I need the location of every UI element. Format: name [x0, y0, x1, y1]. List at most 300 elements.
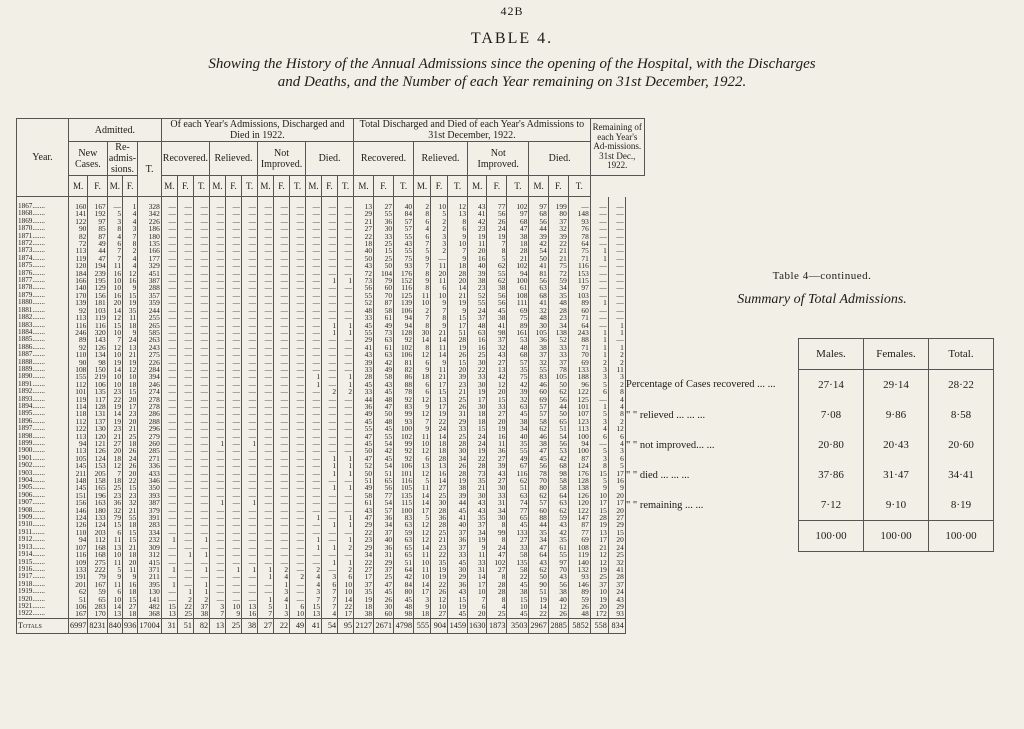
table-row: [17, 544, 645, 551]
table-cell: 46: [529, 433, 548, 440]
table-cell: 5: [414, 247, 431, 254]
table-cell: 38: [448, 484, 468, 491]
table-cell: —: [590, 284, 608, 291]
table-cell: —: [338, 225, 354, 232]
table-cell: 22: [107, 396, 122, 403]
table-cell: —: [242, 329, 258, 336]
table-cell: 1: [210, 440, 226, 447]
table-cell: 7: [107, 255, 122, 262]
table-cell: 72: [354, 270, 374, 277]
table-cell: —: [290, 233, 306, 240]
table-cell: 34: [507, 425, 529, 432]
table-cell: 61: [354, 499, 374, 506]
table-cell: —: [290, 536, 306, 543]
table-cell: 153: [88, 462, 107, 469]
table-cell: —: [161, 314, 177, 321]
table-cell: 1: [590, 247, 608, 254]
year-cell: 1910.......: [17, 521, 69, 528]
table-cell: —: [322, 433, 338, 440]
table-cell: —: [290, 351, 306, 358]
table-cell: 133: [69, 566, 88, 573]
table-cell: —: [193, 262, 209, 269]
table-cell: —: [290, 225, 306, 232]
table-cell: 35: [468, 514, 487, 521]
table-row: [17, 492, 645, 499]
table-cell: —: [274, 225, 290, 232]
year-cell: 1883.......: [17, 322, 69, 329]
sex-header-m-13: M.: [306, 176, 322, 197]
table-cell: —: [290, 455, 306, 462]
table-cell: —: [242, 573, 258, 580]
table-cell: —: [274, 514, 290, 521]
table-cell: —: [242, 373, 258, 380]
table-cell: 124: [88, 455, 107, 462]
table-cell: —: [210, 292, 226, 299]
summary-total-cell: 28·22: [929, 370, 994, 401]
table-cell: 6: [107, 240, 122, 247]
year-cell: 1890.......: [17, 373, 69, 380]
table-cell: 45: [374, 388, 394, 395]
table-cell: 4: [123, 255, 138, 262]
table-cell: 94: [394, 322, 414, 329]
table-cell: 18: [468, 418, 487, 425]
table-cell: —: [210, 322, 226, 329]
table-cell: —: [338, 359, 354, 366]
table-cell: 20: [468, 610, 487, 618]
table-cell: 27: [608, 514, 625, 521]
table-cell: 11: [107, 559, 122, 566]
table-cell: 50: [548, 410, 568, 417]
table-cell: 43: [354, 262, 374, 269]
table-cell: —: [242, 351, 258, 358]
table-cell: 11: [431, 277, 448, 284]
table-cell: —: [226, 433, 242, 440]
table-cell: 116: [69, 551, 88, 558]
table-cell: 25: [590, 573, 608, 580]
table-cell: 6: [590, 388, 608, 395]
table-cell: —: [338, 551, 354, 558]
table-cell: —: [258, 396, 274, 403]
year-cell: 1882.......: [17, 314, 69, 321]
table-cell: 8: [487, 521, 507, 528]
table-cell: 12: [107, 462, 122, 469]
table-cell: 33: [354, 388, 374, 395]
table-row: [17, 388, 645, 395]
table-cell: 1: [590, 255, 608, 262]
table-cell: 43: [468, 507, 487, 514]
table-cell: —: [161, 470, 177, 477]
table-cell: —: [322, 499, 338, 506]
table-cell: —: [242, 455, 258, 462]
table-cell: —: [608, 255, 625, 262]
table-cell: —: [322, 529, 338, 536]
totals-cell: 49: [290, 618, 306, 633]
table-cell: 15: [590, 470, 608, 477]
table-cell: 128: [88, 403, 107, 410]
table-cell: —: [161, 507, 177, 514]
table-cell: 23: [123, 492, 138, 499]
table-cell: 11: [107, 536, 122, 543]
table-cell: —: [306, 455, 322, 462]
table-cell: 13: [431, 462, 448, 469]
sex-header-t-15: T.: [338, 176, 354, 197]
table-cell: 38: [529, 440, 548, 447]
table-cell: —: [161, 396, 177, 403]
table-cell: 19: [590, 566, 608, 573]
table-cell: 145: [69, 462, 88, 469]
table-cell: 43: [394, 240, 414, 247]
table-cell: —: [226, 366, 242, 373]
table-cell: 97: [529, 197, 548, 211]
table-cell: 11: [414, 566, 431, 573]
table-cell: 8: [414, 322, 431, 329]
table-cell: 40: [394, 197, 414, 211]
table-cell: 57: [529, 410, 548, 417]
table-cell: 137: [88, 418, 107, 425]
table-cell: 49: [374, 366, 394, 373]
table-cell: 126: [69, 521, 88, 528]
table-cell: 232: [138, 536, 161, 543]
table-cell: 63: [394, 521, 414, 528]
table-cell: 27: [107, 440, 122, 447]
table-cell: 176: [394, 270, 414, 277]
table-cell: —: [177, 366, 193, 373]
table-cell: 133: [507, 529, 529, 536]
table-cell: 296: [138, 425, 161, 432]
table-cell: —: [306, 284, 322, 291]
table-cell: —: [290, 433, 306, 440]
table-cell: —: [290, 277, 306, 284]
table-cell: 192: [88, 210, 107, 217]
table-cell: —: [290, 581, 306, 588]
table-cell: —: [242, 588, 258, 595]
table-cell: 128: [568, 477, 590, 484]
table-cell: —: [322, 210, 338, 217]
year-cell: 1893.......: [17, 396, 69, 403]
table-cell: 25: [608, 551, 625, 558]
table-cell: —: [608, 233, 625, 240]
table-cell: 3: [210, 603, 226, 610]
table-cell: 93: [568, 218, 590, 225]
table-cell: —: [226, 218, 242, 225]
table-cell: —: [274, 484, 290, 491]
table-cell: 119: [568, 551, 590, 558]
table-cell: 7: [210, 610, 226, 618]
table-cell: 1: [338, 559, 354, 566]
table-cell: —: [242, 581, 258, 588]
table-cell: 123: [568, 418, 590, 425]
table-cell: 37: [548, 359, 568, 366]
table-cell: —: [258, 588, 274, 595]
table-cell: 45: [374, 425, 394, 432]
table-cell: 8: [414, 210, 431, 217]
table-cell: 40: [374, 536, 394, 543]
table-cell: 1: [161, 536, 177, 543]
table-cell: 246: [138, 381, 161, 388]
table-cell: —: [306, 447, 322, 454]
sex-header-f-1: F.: [88, 176, 107, 197]
table-cell: 10: [448, 240, 468, 247]
table-cell: —: [210, 470, 226, 477]
table-cell: 27: [487, 477, 507, 484]
table-cell: —: [193, 329, 209, 336]
table-cell: —: [290, 284, 306, 291]
table-cell: —: [193, 307, 209, 314]
table-cell: 113: [69, 314, 88, 321]
table-cell: —: [322, 233, 338, 240]
table-cell: 57: [394, 225, 414, 232]
table-row: [17, 559, 645, 566]
table-cell: —: [226, 521, 242, 528]
table-cell: 38: [354, 610, 374, 618]
table-cell: —: [322, 373, 338, 380]
table-cell: 17: [431, 381, 448, 388]
table-cell: —: [161, 410, 177, 417]
table-cell: —: [306, 344, 322, 351]
table-cell: 1: [338, 462, 354, 469]
table-cell: —: [242, 344, 258, 351]
summary-total-females: 100·00: [864, 521, 929, 552]
table-cell: 50: [354, 470, 374, 477]
summary-males-cell: 7·12: [799, 490, 864, 521]
table-cell: —: [242, 492, 258, 499]
table-cell: —: [193, 484, 209, 491]
table-cell: 3: [608, 373, 625, 380]
table-cell: 9: [590, 484, 608, 491]
table-cell: 16: [123, 581, 138, 588]
table-cell: —: [226, 284, 242, 291]
table-cell: 10: [338, 588, 354, 595]
table-cell: 194: [88, 262, 107, 269]
table-cell: —: [193, 529, 209, 536]
table-cell: 16: [242, 610, 258, 618]
table-cell: 109: [69, 559, 88, 566]
sex-header-m-16: M.: [354, 176, 374, 197]
table-cell: 38: [507, 588, 529, 595]
table-cell: 103: [568, 292, 590, 299]
table-cell: 97: [88, 218, 107, 225]
table-cell: —: [177, 336, 193, 343]
table-cell: 31: [448, 410, 468, 417]
table-cell: 30: [468, 403, 487, 410]
summary-body: [622, 370, 994, 552]
year-cell: 1869.......: [17, 218, 69, 225]
table-cell: —: [258, 544, 274, 551]
table-cell: —: [242, 529, 258, 536]
table-cell: —: [210, 477, 226, 484]
table-cell: 19: [468, 447, 487, 454]
table-cell: —: [226, 388, 242, 395]
table-cell: 6: [590, 433, 608, 440]
table-cell: —: [226, 262, 242, 269]
table-row: [17, 322, 645, 329]
table-cell: 73: [354, 277, 374, 284]
table-cell: 32: [608, 559, 625, 566]
table-cell: 63: [507, 403, 529, 410]
table-cell: 23: [107, 492, 122, 499]
table-cell: 63: [394, 536, 414, 543]
table-cell: —: [258, 359, 274, 366]
table-cell: 2: [338, 566, 354, 573]
table-cell: 12: [487, 381, 507, 388]
table-cell: 205: [88, 470, 107, 477]
table-cell: 78: [529, 470, 548, 477]
table-cell: 25: [177, 610, 193, 618]
table-cell: 2: [274, 566, 290, 573]
table-cell: 4: [123, 262, 138, 269]
table-cell: 101: [568, 403, 590, 410]
table-cell: 37: [468, 521, 487, 528]
table-cell: 11: [431, 262, 448, 269]
sex-header-f-11: F.: [274, 176, 290, 197]
table-cell: —: [242, 284, 258, 291]
table-cell: —: [274, 322, 290, 329]
table-cell: —: [177, 447, 193, 454]
table-cell: 48: [529, 314, 548, 321]
table-cell: —: [608, 225, 625, 232]
table-cell: 6: [414, 455, 431, 462]
table-cell: —: [274, 388, 290, 395]
table-cell: 23: [107, 425, 122, 432]
table-row: [17, 329, 645, 336]
sex-header-m-25: M.: [529, 176, 548, 197]
table-cell: —: [274, 529, 290, 536]
table-cell: 38: [193, 610, 209, 618]
table-cell: 285: [138, 447, 161, 454]
table-cell: 44: [548, 403, 568, 410]
table-cell: —: [338, 247, 354, 254]
table-cell: 117: [88, 396, 107, 403]
table-cell: —: [242, 536, 258, 543]
table-cell: 70: [529, 477, 548, 484]
table-cell: 44: [88, 247, 107, 254]
table-row: [17, 270, 645, 277]
table-cell: —: [608, 218, 625, 225]
table-cell: 45: [354, 322, 374, 329]
admissions-table-body: [17, 197, 645, 634]
table-cell: —: [608, 270, 625, 277]
totals-cell: 8231: [88, 618, 107, 633]
table-cell: —: [274, 314, 290, 321]
table-cell: 1: [193, 581, 209, 588]
summary-total-total: 100·00: [929, 521, 994, 552]
table-cell: 121: [88, 440, 107, 447]
table-cell: 181: [88, 299, 107, 306]
table-cell: 19: [448, 603, 468, 610]
table-cell: 2: [608, 351, 625, 358]
table-cell: 43: [529, 559, 548, 566]
table-cell: —: [306, 388, 322, 395]
table-cell: 53: [507, 336, 529, 343]
summary-title: Summary of Total Admissions.: [737, 292, 907, 307]
table-cell: 1: [590, 329, 608, 336]
table-cell: —: [210, 197, 226, 211]
table-cell: —: [193, 218, 209, 225]
table-cell: 8: [590, 462, 608, 469]
table-cell: —: [226, 536, 242, 543]
summary-males-cell: 37·86: [799, 460, 864, 490]
table-row: [17, 307, 645, 314]
table-cell: 18: [354, 603, 374, 610]
table-cell: 33: [374, 233, 394, 240]
table-cell: —: [226, 197, 242, 211]
table-cell: 26: [123, 462, 138, 469]
table-cell: 18: [468, 410, 487, 417]
table-cell: 20: [107, 447, 122, 454]
table-cell: —: [568, 197, 590, 211]
table-cell: 61: [548, 544, 568, 551]
table-cell: —: [274, 521, 290, 528]
table-cell: 80: [529, 484, 548, 491]
table-cell: 4: [590, 425, 608, 432]
table-cell: 7: [468, 596, 487, 603]
table-cell: —: [290, 197, 306, 211]
table-cell: 11: [414, 551, 431, 558]
table-cell: 16: [608, 477, 625, 484]
table-cell: 98: [548, 470, 568, 477]
sex-header-m-7: M.: [210, 176, 226, 197]
year-cell: 1871.......: [17, 233, 69, 240]
table-cell: 49: [354, 484, 374, 491]
table-cell: 8: [448, 218, 468, 225]
table-row: [17, 351, 645, 358]
table-cell: 64: [568, 240, 590, 247]
table-cell: —: [274, 440, 290, 447]
table-cell: 1: [338, 373, 354, 380]
table-cell: —: [258, 351, 274, 358]
table-cell: 2: [290, 573, 306, 580]
table-cell: —: [274, 270, 290, 277]
table-cell: 6: [608, 455, 625, 462]
table-cell: —: [290, 307, 306, 314]
table-cell: 12: [590, 559, 608, 566]
header-remaining: Remaining of each Year's Ad-missions. 31st Dec., 1922.: [590, 119, 644, 176]
table-cell: 3: [414, 596, 431, 603]
table-cell: —: [338, 447, 354, 454]
year-cell: 1895.......: [17, 410, 69, 417]
table-cell: 278: [138, 396, 161, 403]
table-cell: —: [306, 240, 322, 247]
table-cell: —: [338, 233, 354, 240]
table-cell: 32: [529, 359, 548, 366]
table-cell: —: [306, 396, 322, 403]
table-cell: —: [177, 440, 193, 447]
table-cell: 23: [468, 225, 487, 232]
table-cell: 1: [322, 455, 338, 462]
table-cell: 20: [431, 270, 448, 277]
table-cell: —: [242, 514, 258, 521]
table-cell: 20: [448, 366, 468, 373]
table-cell: 48: [548, 299, 568, 306]
table-cell: 96: [568, 381, 590, 388]
table-cell: 334: [138, 529, 161, 536]
table-cell: —: [306, 418, 322, 425]
table-cell: 10: [107, 381, 122, 388]
table-cell: 10: [414, 299, 431, 306]
table-cell: 92: [394, 396, 414, 403]
table-cell: 2: [608, 381, 625, 388]
summary-row: [622, 370, 994, 401]
table-cell: —: [290, 410, 306, 417]
table-cell: 19: [107, 418, 122, 425]
table-cell: —: [338, 418, 354, 425]
table-cell: —: [290, 270, 306, 277]
table-cell: 172: [590, 610, 608, 618]
table-cell: 167: [88, 581, 107, 588]
table-row: [17, 462, 645, 469]
year-cell: 1909.......: [17, 514, 69, 521]
table-cell: —: [290, 329, 306, 336]
